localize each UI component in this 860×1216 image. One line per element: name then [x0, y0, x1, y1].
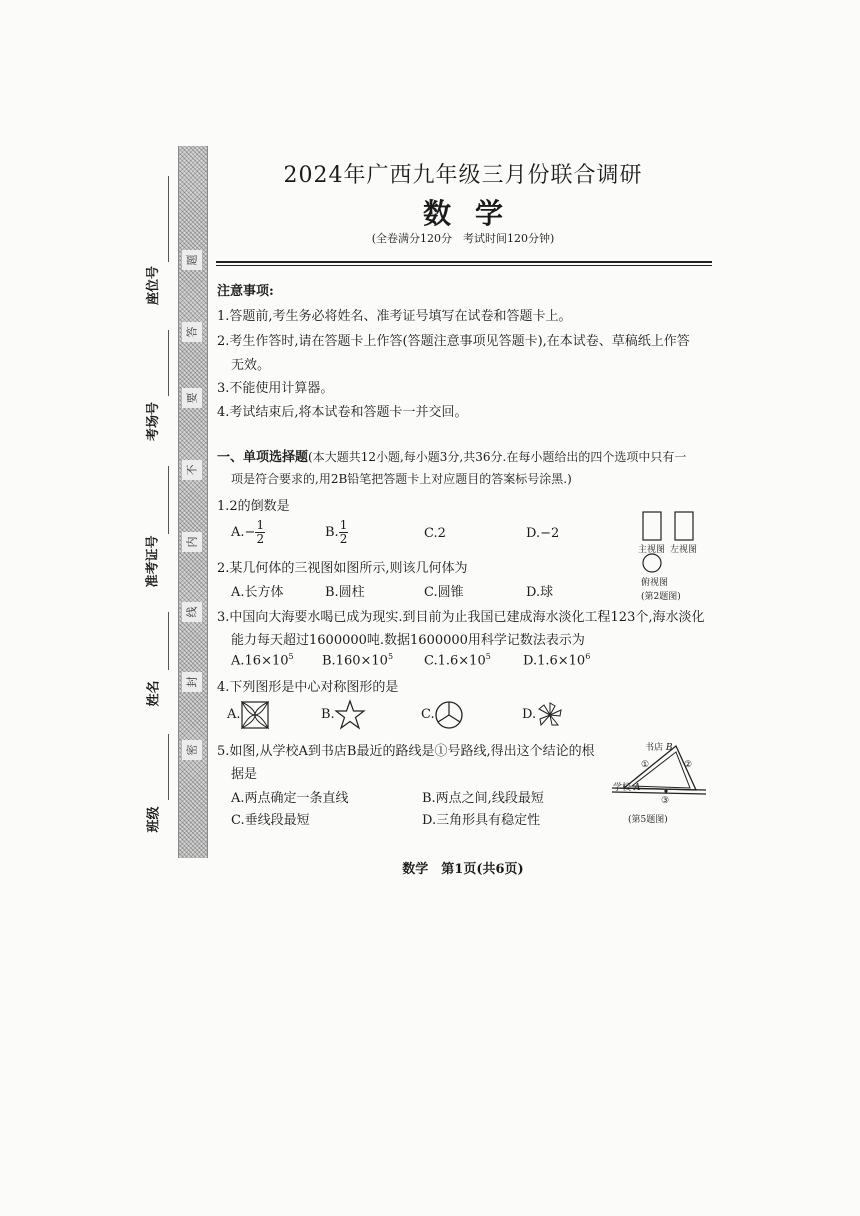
class-label: 班级 — [146, 806, 162, 833]
notice-heading: 注意事项: — [217, 284, 274, 299]
section-heading — [217, 446, 686, 465]
q5-school-text: 学校 — [613, 783, 632, 793]
q4-option-d-label[interactable]: D. — [522, 707, 537, 722]
top-view-circle — [643, 554, 661, 572]
name-label: 姓名 — [146, 680, 162, 707]
fraction — [255, 519, 265, 546]
binding-word: 要 — [182, 388, 202, 408]
q3-option-d[interactable] — [523, 652, 590, 668]
q1-option-c[interactable]: C.2 — [424, 526, 446, 541]
q3-stem-line1: 3.中国向大海要水喝已成为现实.到目前为止我国已建成海水淡化工程123个,海水淡化 — [217, 610, 705, 625]
q5-stem-line2: 据是 — [231, 767, 258, 782]
header-rule-thin — [216, 265, 712, 266]
binding-word: 密 — [182, 740, 202, 760]
q1-option-a-denominator: 2 — [256, 532, 265, 546]
binding-word: 题 — [182, 250, 202, 270]
q3-option-b-base: B.160×10 — [322, 653, 388, 669]
q3-option-a-exponent: 5 — [288, 652, 294, 661]
admission-number-label: 准考证号 — [145, 535, 161, 588]
q3-option-d-base: D.1.6×10 — [523, 653, 586, 669]
q2-front-view-label: 主视图 — [638, 545, 666, 555]
q3-option-b[interactable] — [322, 652, 393, 668]
notice-item: 3.不能使用计算器。 — [217, 381, 334, 396]
q1-option-a[interactable] — [231, 519, 265, 546]
q5-route-2: ② — [684, 760, 693, 770]
q1-option-d[interactable]: D.−2 — [526, 526, 560, 541]
q4-option-b-label[interactable]: B. — [321, 707, 335, 722]
q5-route-3: ③ — [661, 796, 670, 806]
q1-stem: 1.2的倒数是 — [217, 499, 290, 514]
q4-option-c-label[interactable]: C. — [421, 707, 435, 722]
q5-store-label — [645, 740, 673, 753]
binding-word: 答 — [182, 322, 202, 342]
subject-title: 数学 — [422, 197, 527, 230]
q4-stem: 4.下列图形是中心对称图形的是 — [217, 680, 399, 695]
binding-word: 内 — [182, 532, 202, 552]
q4-option-c-circle-figure — [433, 699, 465, 731]
class-line[interactable] — [168, 734, 169, 800]
binding-word: 封 — [182, 672, 202, 692]
front-view-rect — [643, 512, 661, 540]
q1-option-b-numerator: 1 — [339, 518, 348, 532]
q4-option-a-figure — [240, 700, 270, 730]
section-title: 一、单项选择题 — [217, 450, 309, 465]
section-desc: (本大题共12小题,每小题3分,共36分.在每小题给出的四个选项中只有一 — [308, 450, 687, 464]
q5-option-d[interactable]: D.三角形具有稳定性 — [422, 813, 541, 828]
q1-option-b[interactable] — [325, 519, 348, 546]
exam-room-label: 考场号 — [146, 401, 162, 442]
q2-top-view-label: 俯视图 — [641, 578, 669, 588]
q3-option-d-exponent: 6 — [585, 652, 591, 661]
q1-option-a-numerator: 1 — [256, 518, 265, 532]
name-line[interactable] — [168, 612, 169, 670]
q2-option-a[interactable]: A.长方体 — [231, 585, 284, 600]
left-view-rect — [675, 512, 693, 540]
q5-point-a: A — [633, 783, 641, 793]
q5-route-1: ① — [641, 760, 650, 770]
q5-figure-caption: (第5题图) — [628, 815, 668, 825]
q2-option-b[interactable]: B.圆柱 — [325, 585, 365, 600]
q2-figure-caption: (第2题图) — [641, 592, 681, 602]
notice-item: 无效。 — [231, 358, 271, 373]
q4-option-a-label[interactable]: A. — [227, 707, 241, 722]
q3-option-c[interactable] — [424, 652, 491, 668]
q4-option-d-pinwheel — [535, 700, 565, 730]
q5-store-text: 书店 — [645, 743, 664, 753]
page-footer: 数学 第1页(共6页) — [402, 862, 524, 877]
q3-option-a[interactable] — [231, 652, 294, 668]
q1-option-b-denominator: 2 — [339, 532, 348, 546]
q2-left-view-label: 左视图 — [670, 545, 698, 555]
notice-item: 1.答题前,考生务必将姓名、准考证号填写在试卷和答题卡上。 — [217, 309, 572, 324]
q5-point-b: B — [665, 743, 673, 753]
exam-meta: (全卷满分120分 考试时间120分钟) — [371, 232, 555, 245]
q3-option-c-exponent: 5 — [485, 652, 491, 661]
q5-option-a[interactable]: A.两点确定一条直线 — [231, 791, 349, 806]
q5-option-b[interactable]: B.两点之间,线段最短 — [422, 791, 544, 806]
notice-item: 2.考生作答时,请在答题卡上作答(答题注意事项见答题卡),在本试卷、草稿纸上作答 — [217, 334, 690, 349]
q5-school-label — [613, 780, 640, 793]
header-rule — [216, 261, 712, 263]
q3-option-a-base: A.16×10 — [231, 653, 289, 669]
fraction — [339, 519, 349, 546]
seat-number-label: 座位号 — [146, 265, 162, 306]
exam-room-line[interactable] — [168, 330, 169, 396]
admission-number-line[interactable] — [168, 466, 169, 534]
q3-option-c-base: C.1.6×10 — [424, 653, 486, 669]
q3-stem-line2: 能力每天超过1600000吨.数据1600000用科学记数法表示为 — [231, 633, 585, 648]
q2-option-c[interactable]: C.圆锥 — [424, 585, 464, 600]
section-desc-line2: 项是符合要求的,用2B铅笔把答题卡上对应题目的答案标号涂黑.) — [231, 472, 572, 486]
binding-word: 不 — [182, 460, 202, 480]
binding-word: 线 — [182, 602, 202, 622]
notice-item: 4.考试结束后,将本试卷和答题卡一并交回。 — [217, 405, 468, 420]
q5-option-c[interactable]: C.垂线段最短 — [231, 813, 310, 828]
q1-option-a-prefix: A. — [231, 525, 245, 540]
q1-option-b-prefix: B. — [325, 525, 339, 540]
exam-title: 2024年广西九年级三月份联合调研 — [283, 163, 643, 188]
seat-number-line[interactable] — [168, 176, 169, 262]
q5-stem-line1: 5.如图,从学校A到书店B最近的路线是①号路线,得出这个结论的根 — [217, 744, 595, 759]
q4-option-b-star — [334, 699, 366, 731]
q2-stem: 2.某几何体的三视图如图所示,则该几何体为 — [217, 561, 468, 576]
q3-option-b-exponent: 5 — [387, 652, 394, 661]
q1-option-a-sign: − — [244, 525, 256, 540]
q2-option-d[interactable]: D.球 — [526, 585, 554, 600]
